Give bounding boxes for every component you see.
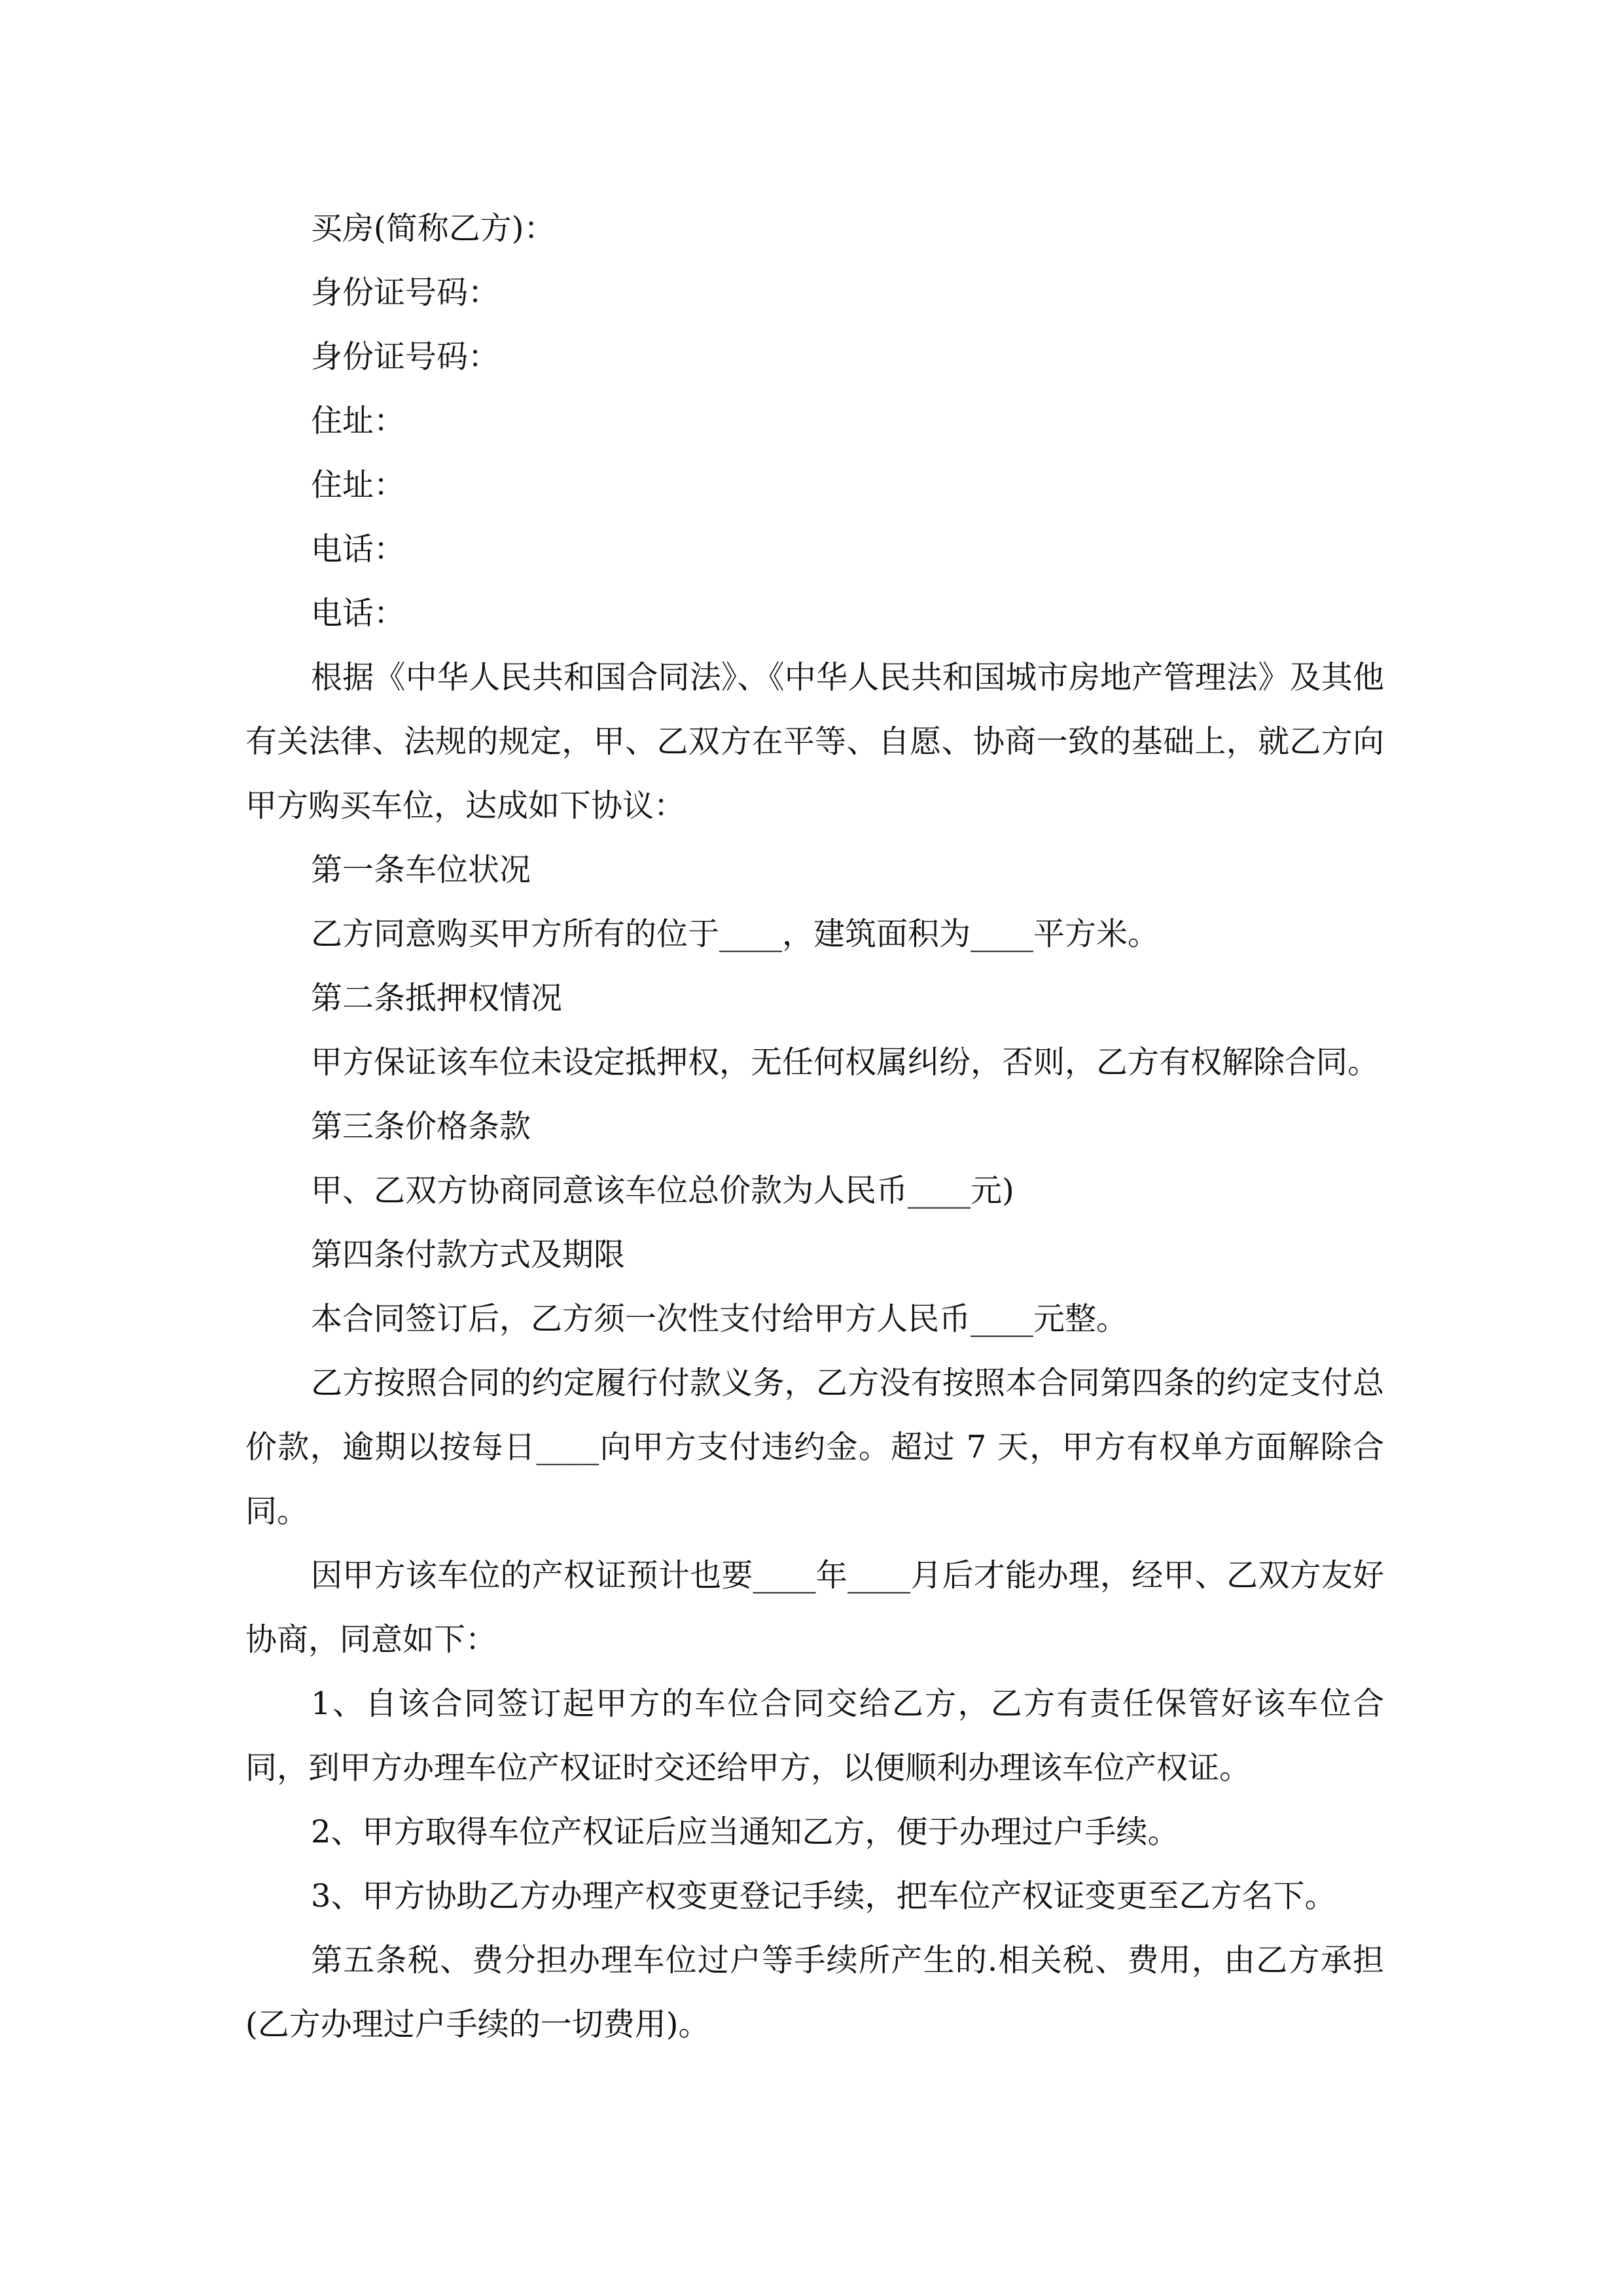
- document-body: [245, 196, 1384, 2056]
- article-1-heading: 第一条车位状况: [311, 852, 531, 888]
- clause-item-2: 2、甲方取得车位产权证后应当通知乙方，便于办理过户手续。: [311, 1814, 1179, 1850]
- article-4-text: 本合同签订后，乙方须一次性支付给甲方人民币____元整。: [311, 1300, 1128, 1337]
- article-3-text: 甲、乙双方协商同意该车位总价款为人民币____元): [311, 1172, 1014, 1209]
- article-2-text: 甲方保证该车位未设定抵押权，无任何权属纠纷，否则，乙方有权解除合同。: [311, 1044, 1380, 1081]
- buyer-name-field: 买房(简称乙方)：: [311, 210, 556, 247]
- article-3-heading: 第三条价格条款: [311, 1108, 531, 1145]
- phone-field-2: 电话：: [311, 595, 406, 632]
- preamble-paragraph: 根据《中华人民共和国合同法》、《中华人民共和国城市房地产管理法》及其他有关法律、法规的规定，甲、乙双方在平等、自愿、协商一致的基础上，就乙方向甲方购买车位，达成如下协议：: [245, 659, 1384, 824]
- clause-item-3: 3、甲方协助乙方办理产权变更登记手续，把车位产权证变更至乙方名下。: [311, 1878, 1336, 1914]
- id-number-field-1: 身份证号码：: [311, 274, 500, 311]
- title-certificate-paragraph: 因甲方该车位的产权证预计也要____年____月后才能办理，经甲、乙双方友好协商，同意如下：: [245, 1557, 1384, 1658]
- article-4-heading: 第四条付款方式及期限: [311, 1236, 626, 1273]
- article-5-text: 第五条税、费分担办理车位过户等手续所产生的.相关税、费用，由乙方承担(乙方办理过户手续的一切费用)。: [245, 1942, 1384, 2043]
- late-payment-paragraph: 乙方按照合同的约定履行付款义务，乙方没有按照本合同第四条的约定支付总价款，逾期以按每日____向甲方支付违约金。超过 7 天，甲方有权单方面解除合同。: [245, 1365, 1384, 1530]
- id-number-field-2: 身份证号码：: [311, 338, 500, 375]
- address-field-1: 住址：: [311, 403, 406, 439]
- article-1-text: 乙方同意购买甲方所有的位于____，建筑面积为____平方米。: [311, 916, 1160, 952]
- article-2-heading: 第二条抵押权情况: [311, 980, 563, 1016]
- phone-field-1: 电话：: [311, 531, 406, 567]
- clause-item-1: 1、自该合同签订起甲方的车位合同交给乙方，乙方有责任保管好该车位合同，到甲方办理车位产权证时交还给甲方，以便顺利办理该车位产权证。: [245, 1685, 1384, 1786]
- address-field-2: 住址：: [311, 467, 406, 503]
